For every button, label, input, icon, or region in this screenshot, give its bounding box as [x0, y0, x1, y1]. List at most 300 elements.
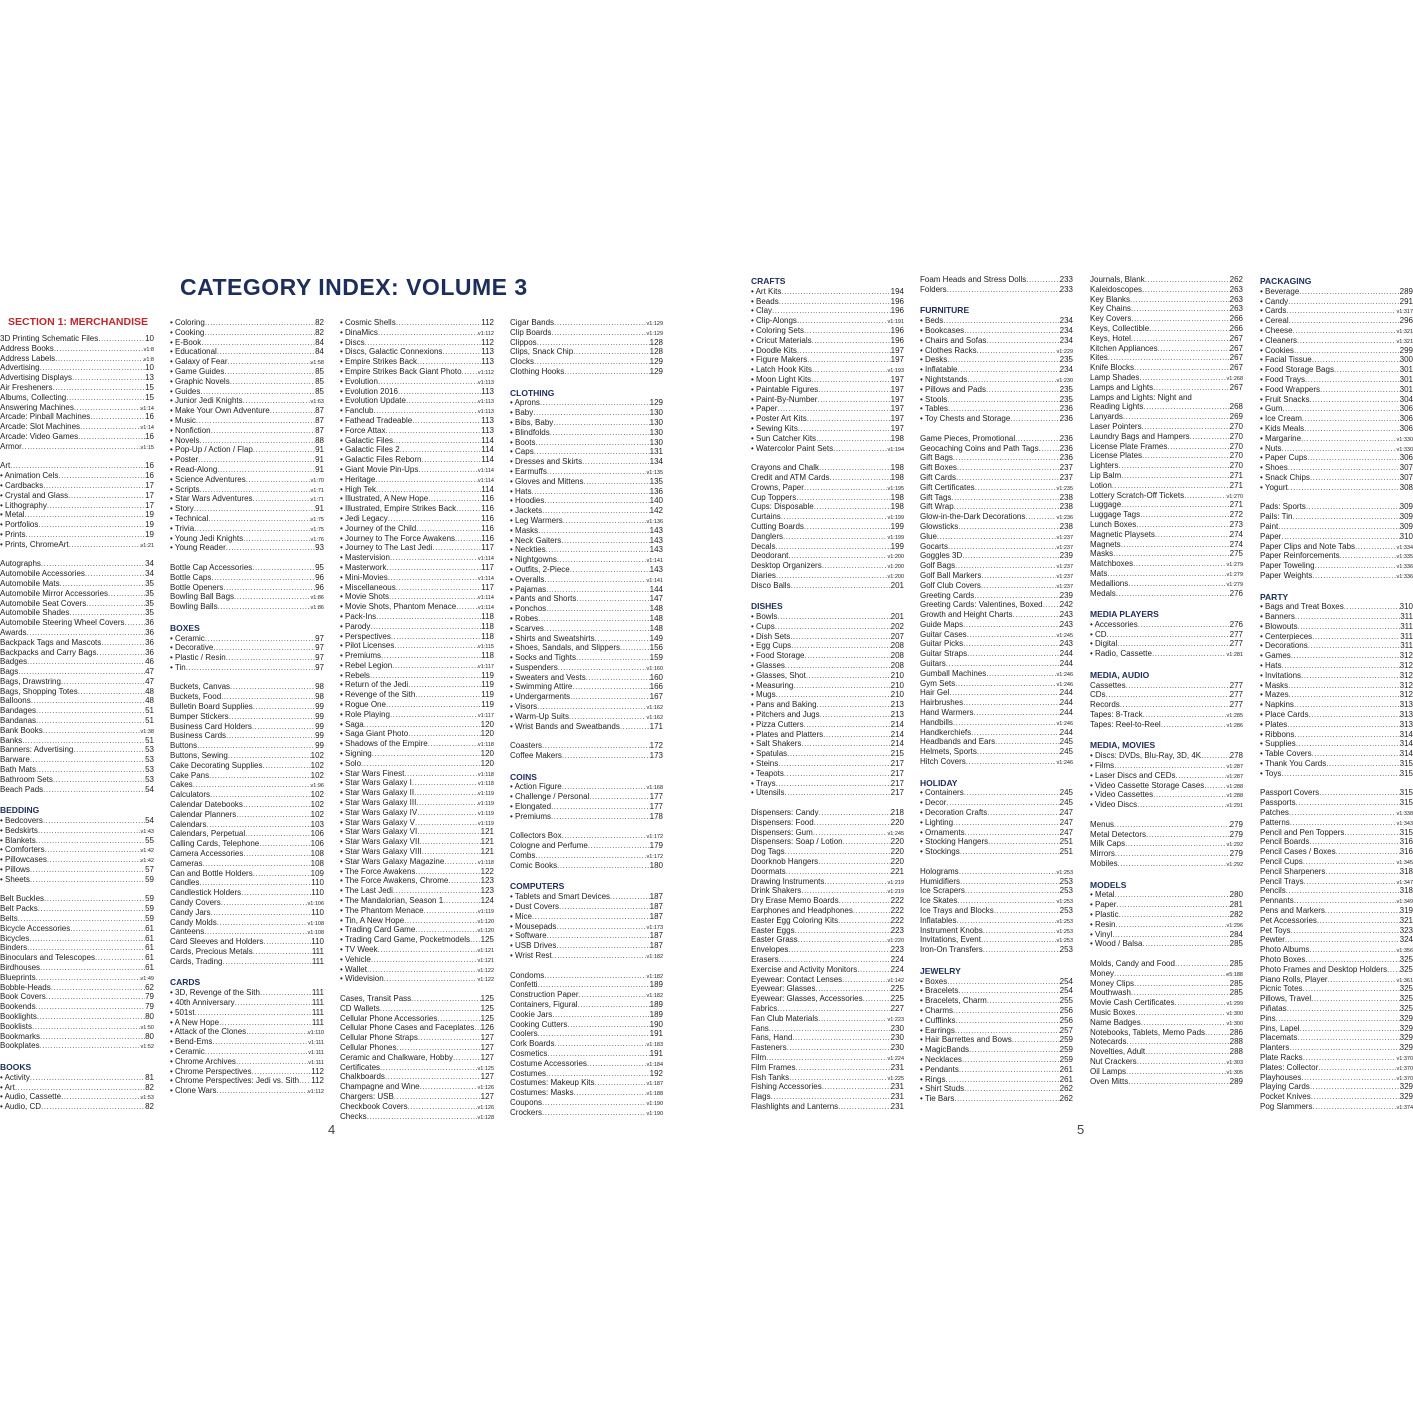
entry-page-number: v1:292 [1226, 862, 1243, 869]
entry-label: Pet Toys [1260, 925, 1291, 935]
entry-label: • Evolution Update [340, 396, 406, 406]
dot-leader [988, 837, 1059, 847]
entry-page-number: 199 [890, 521, 904, 531]
dot-leader [534, 357, 650, 367]
entry-label: • Junior Jedi Knights [170, 396, 243, 406]
entry-label: • Baby [510, 408, 534, 418]
entry-label: • Hats [1260, 661, 1282, 671]
index-entry [340, 1082, 494, 1092]
dot-leader [1325, 906, 1400, 916]
index-entry [510, 663, 663, 673]
entry-page-number: 17 [145, 480, 154, 490]
index-entry [170, 534, 324, 544]
dot-leader [43, 816, 145, 826]
entry-page-number: 274 [1229, 529, 1243, 539]
index-entry [340, 524, 494, 534]
index-entry [170, 957, 324, 967]
entry-label: • Steins [751, 759, 779, 769]
entry-page-number: v1:142 [887, 977, 904, 984]
dot-leader [562, 782, 647, 792]
entry-label: Pocket Knives [1260, 1092, 1311, 1102]
index-entry [0, 432, 154, 442]
entry-page-number: 269 [1229, 412, 1243, 422]
entry-page-number: 254 [1059, 976, 1073, 986]
entry-page-number: 314 [1399, 749, 1413, 759]
index-entry [1090, 589, 1243, 599]
dot-leader [956, 473, 1060, 483]
entry-label: • Force Attax [340, 425, 386, 435]
dot-leader [408, 729, 480, 739]
dot-leader [578, 1000, 650, 1010]
entry-label: Eyewear: Glasses, Accessories [751, 994, 863, 1004]
dot-leader [786, 867, 891, 877]
index-entry [1090, 520, 1243, 530]
dot-leader [388, 514, 482, 524]
entry-label: Notebooks, Tablets, Memo Pads [1090, 1027, 1206, 1037]
index-entry [1260, 935, 1413, 945]
entry-page-number: 198 [890, 433, 904, 443]
entry-page-number: 271 [1229, 500, 1243, 510]
index-entry [340, 749, 494, 759]
entry-label: Pencil Trays [1260, 876, 1304, 886]
index-entry [170, 406, 324, 416]
entry-page-number: v1:219 [887, 889, 904, 896]
entry-label: License Plates [1090, 451, 1143, 461]
entry-label: Guitar Cases [920, 629, 967, 639]
entry-page-number: v1:129 [646, 330, 663, 337]
index-entry [510, 575, 663, 585]
entry-page-number: 207 [890, 631, 904, 641]
dot-leader [30, 755, 145, 765]
entry-page-number: 47 [145, 667, 154, 677]
dot-leader [795, 1063, 890, 1073]
index-entry [1260, 926, 1413, 936]
entry-page-number: 244 [1059, 727, 1073, 737]
entry-label: • Journey of the Child [340, 523, 417, 533]
entry-label: Cups: Disposable [751, 502, 814, 512]
entry-label: Collectors Box [510, 831, 562, 841]
dot-leader [1190, 432, 1230, 442]
dot-leader [987, 808, 1059, 818]
index-column-6 [920, 275, 1073, 1104]
entry-page-number: 267 [1229, 353, 1243, 363]
entry-label: Candy Jars [170, 907, 211, 917]
dot-leader [1304, 424, 1399, 434]
entry-label: • Nonfiction [170, 425, 211, 435]
index-entry [340, 602, 494, 612]
index-entry [1090, 461, 1243, 471]
index-entry [340, 847, 494, 857]
dot-leader [1309, 945, 1396, 955]
entry-page-number: v1:110 [307, 1030, 324, 1037]
dot-leader [1167, 442, 1229, 452]
dot-leader [1143, 710, 1227, 720]
entry-label: Bandanas [0, 716, 37, 726]
entry-page-number: 323 [1399, 925, 1413, 935]
index-entry [170, 592, 324, 602]
dot-leader [1285, 935, 1400, 945]
entry-page-number: 270 [1229, 461, 1243, 471]
index-entry [920, 798, 1073, 808]
index-entry [751, 916, 904, 926]
entry-label: Pencil Cases / Boxes [1260, 847, 1336, 857]
entry-label: Money Clips [1090, 978, 1135, 988]
dot-leader [25, 530, 145, 540]
entry-label: • Desks [920, 355, 948, 365]
entry-page-number: 167 [649, 692, 663, 702]
entry-label: • Illustrated, A New Hope [340, 494, 429, 504]
entry-label: • Stockings [920, 847, 960, 857]
entry-label: Cologne and Perfume [510, 841, 588, 851]
dot-leader [30, 875, 145, 885]
entry-label: Pads: Sports [1260, 502, 1306, 512]
index-entry [170, 790, 324, 800]
entry-label: Lamps and Lights: Night and [1090, 392, 1192, 402]
entry-page-number: 284 [1229, 929, 1243, 939]
dot-leader [554, 1039, 646, 1049]
entry-page-number: 234 [1059, 325, 1073, 335]
index-entry [1260, 857, 1413, 867]
entry-label: Cookie Jars [510, 1009, 553, 1019]
entry-label: • Candy [1260, 296, 1289, 306]
entry-label: • Food Trays [1260, 374, 1306, 384]
entry-label: Deodorant [751, 551, 789, 561]
index-entry [1260, 1043, 1413, 1053]
entry-label: • Socks and Tights [510, 653, 576, 663]
index-entry [0, 1092, 154, 1102]
dot-leader [957, 463, 1060, 473]
index-entry [340, 543, 494, 553]
entry-page-number: v1:229 [1056, 348, 1073, 355]
entry-page-number: 270 [1229, 451, 1243, 461]
index-entry [510, 971, 663, 981]
entry-label: • Role Playing [340, 709, 390, 719]
index-entry [510, 536, 663, 546]
entry-label: Cellular Phones [340, 1042, 397, 1052]
category-heading: FURNITURE [920, 305, 970, 316]
entry-label: • Star Wars Adventures [170, 494, 253, 504]
entry-page-number: 47 [145, 676, 154, 686]
entry-label: Pails: Tin [1260, 512, 1293, 522]
index-entry [751, 512, 904, 522]
dot-leader [1012, 1035, 1060, 1045]
entry-page-number: 82 [315, 318, 324, 327]
index-entry [0, 657, 154, 667]
index-entry [1090, 285, 1243, 295]
index-entry [170, 1057, 324, 1067]
dot-leader [378, 945, 478, 955]
entry-page-number: 123 [480, 886, 494, 896]
entry-label: Booklists [0, 1021, 33, 1031]
entry-label: Luggage [1090, 500, 1122, 510]
entry-label: Movie Cash Certificates [1090, 998, 1175, 1008]
entry-page-number: 134 [649, 457, 663, 467]
entry-page-number: v1:195 [887, 485, 904, 492]
index-entry [1260, 769, 1413, 779]
index-entry [0, 510, 154, 520]
index-entry [510, 408, 663, 418]
entry-label: • Banners [1260, 612, 1295, 622]
entry-label: • Aprons [510, 398, 540, 408]
entry-page-number: 262 [1059, 1084, 1073, 1094]
index-entry [920, 395, 1073, 405]
entry-page-number: 310 [1399, 602, 1413, 612]
entry-label: Pencil and Pen Toppers [1260, 827, 1345, 837]
spacer [920, 295, 1073, 305]
entry-page-number: 189 [649, 999, 663, 1009]
spacer [1090, 949, 1243, 959]
dot-leader [22, 442, 141, 452]
entry-label: Business Cards [170, 731, 227, 741]
entry-page-number: v1:237 [1056, 573, 1073, 580]
entry-page-number: 102 [310, 760, 324, 770]
entry-label: Candy Molds [170, 917, 217, 927]
entry-page-number: v1:245 [887, 830, 904, 837]
entry-label: • Blowouts [1260, 621, 1298, 631]
index-entry [1090, 849, 1243, 859]
entry-page-number: 110 [311, 878, 324, 888]
index-entry [1090, 681, 1243, 691]
entry-label: Bobble-Heads [0, 982, 51, 992]
index-entry [340, 338, 494, 348]
index-entry [1090, 690, 1243, 700]
entry-page-number: 61 [145, 953, 154, 963]
dot-leader [1312, 632, 1400, 642]
index-entry [1260, 434, 1413, 444]
index-entry [1090, 481, 1243, 491]
entry-label: Binders [0, 943, 28, 953]
dot-leader [818, 1014, 887, 1024]
entry-label: Laundry Bags and Hampers [1090, 431, 1190, 441]
entry-page-number: 112 [481, 318, 494, 327]
entry-page-number: 114 [481, 435, 494, 445]
entry-page-number: 277 [1229, 690, 1243, 700]
index-entry [1260, 287, 1413, 297]
entry-page-number: 51 [145, 706, 154, 716]
entry-label: Barware [0, 755, 30, 765]
dot-leader [772, 306, 891, 316]
dot-leader [804, 483, 888, 493]
entry-label: Goggles 3D [920, 551, 963, 561]
entry-page-number: 318 [1399, 866, 1413, 876]
index-entry [1260, 1033, 1413, 1043]
index-entry [340, 896, 494, 906]
entry-page-number: 16 [145, 412, 154, 422]
dot-leader [563, 516, 647, 526]
entry-label: Booklights [0, 1011, 37, 1021]
index-entry [920, 512, 1073, 522]
entry-label: • Sewing Kits [751, 423, 798, 433]
index-entry [1260, 395, 1413, 405]
dot-leader [211, 573, 315, 583]
entry-label: • Fathead Tradeable [340, 415, 413, 425]
dot-leader [196, 416, 315, 426]
index-entry [1090, 1067, 1243, 1077]
index-entry [920, 285, 1073, 295]
index-entry [751, 424, 904, 434]
entry-label: • Spatulas [751, 749, 788, 759]
entry-page-number: 278 [1229, 751, 1243, 761]
dot-leader [1141, 1018, 1227, 1028]
index-entry [1090, 998, 1243, 1008]
entry-page-number: 310 [1399, 531, 1413, 541]
index-entry [751, 1033, 904, 1043]
entry-page-number: 91 [315, 504, 324, 514]
dot-leader [1294, 730, 1399, 740]
entry-label: • Facial Tissue [1260, 355, 1312, 365]
spacer [510, 761, 663, 771]
entry-label: Lip Balm [1090, 470, 1122, 480]
dot-leader [1107, 569, 1226, 579]
index-entry [510, 487, 663, 497]
dot-leader [199, 878, 311, 888]
dot-leader [1143, 402, 1229, 412]
entry-page-number: v1:162 [646, 705, 663, 712]
dot-leader [1387, 965, 1399, 975]
entry-label: Guitar Picks [920, 639, 964, 649]
index-entry [170, 908, 324, 918]
index-entry [751, 935, 904, 945]
entry-label: • Audio, CD [0, 1102, 42, 1112]
entry-label: Credit and ATM Cards [751, 472, 830, 482]
entry-label: • Giant Movie Pin-Ups [340, 464, 419, 474]
dot-leader [967, 375, 1056, 385]
category-heading: CRAFTS [751, 276, 786, 286]
entry-page-number: v1:237 [1056, 564, 1073, 571]
dot-leader [22, 736, 145, 746]
index-entry [0, 491, 154, 501]
entry-label: Gumball Machines [920, 668, 987, 678]
dot-leader [199, 436, 315, 446]
dot-leader [823, 730, 890, 740]
entry-page-number: 325 [1399, 954, 1413, 964]
index-entry [340, 700, 494, 710]
entry-page-number: v1:126 [477, 1085, 494, 1092]
dot-leader [36, 765, 145, 775]
index-entry [1260, 522, 1413, 532]
index-entry [170, 634, 324, 644]
entry-page-number: 270 [1229, 441, 1243, 451]
index-entry [1260, 700, 1413, 710]
index-entry [920, 483, 1073, 493]
dot-leader [535, 851, 646, 861]
dot-leader [953, 818, 1060, 828]
entry-page-number: 35 [145, 608, 154, 618]
index-entry [751, 395, 904, 405]
dot-leader [44, 894, 145, 904]
index-entry [170, 849, 324, 859]
entry-label: Pins [1260, 1013, 1276, 1023]
index-entry [170, 563, 324, 573]
entry-label: Costumes: Makeup Kits [510, 1078, 595, 1088]
entry-page-number: v1:253 [1056, 918, 1073, 925]
entry-label: • Metal [0, 510, 25, 520]
dot-leader [31, 696, 145, 706]
index-entry [170, 583, 324, 593]
entry-label: • Undergarments [510, 692, 571, 702]
entry-page-number: v1:21 [140, 542, 154, 549]
entry-label: • Revenge of the Sith [340, 690, 416, 700]
entry-label: • Plastic / Resin [170, 653, 226, 663]
entry-page-number: v1:349 [1396, 899, 1413, 906]
index-entry [170, 998, 324, 1008]
entry-page-number: 96 [315, 572, 324, 582]
dot-leader [795, 926, 891, 936]
dot-leader [815, 984, 890, 994]
dot-leader [777, 612, 890, 622]
entry-page-number: 19 [145, 510, 154, 520]
entry-label: Doorknob Hangers [751, 857, 819, 867]
index-entry [170, 494, 324, 504]
entry-label: Fans, Hand [751, 1033, 793, 1043]
dot-leader [195, 1008, 312, 1018]
entry-page-number: 143 [649, 525, 663, 535]
entry-page-number: 17 [145, 490, 154, 500]
entry-label: • Cereal [1260, 316, 1289, 326]
entry-label: • Latch Hook Kits [751, 365, 813, 375]
entry-page-number: 282 [1229, 910, 1243, 919]
dot-leader [70, 924, 145, 934]
dot-leader [817, 395, 890, 405]
dot-leader [977, 346, 1057, 356]
index-entry [0, 589, 154, 599]
index-entry [1260, 473, 1413, 483]
entry-label: Molds, Candy and Food [1090, 958, 1175, 968]
entry-label: Menus [1090, 819, 1115, 829]
dot-leader [1297, 622, 1400, 632]
entry-label: • Cleaners [1260, 335, 1298, 345]
dot-leader [470, 935, 481, 945]
entry-label: Condoms [510, 970, 545, 980]
index-entry [920, 355, 1073, 365]
index-entry [0, 334, 154, 344]
spacer [920, 857, 1073, 867]
entry-label: Calling Cards, Telephone [170, 839, 260, 849]
entry-page-number: 268 [1229, 402, 1243, 412]
entry-label: Magnetic Playsets [1090, 529, 1155, 539]
index-entry [1260, 837, 1413, 847]
entry-label: Easter Eggs [751, 925, 795, 935]
dot-leader [559, 902, 650, 912]
dot-leader [953, 718, 1057, 728]
dot-leader [80, 422, 140, 432]
entry-label: • Read-Along [170, 464, 218, 474]
index-entry [920, 1035, 1073, 1045]
dot-leader [797, 346, 891, 356]
dot-leader [793, 681, 890, 691]
entry-page-number: 285 [1229, 958, 1243, 968]
entry-label: • Food Wrappers [1260, 384, 1321, 394]
entry-page-number: v1:200 [887, 573, 904, 580]
dot-leader [375, 475, 478, 485]
entry-label: • Robes [510, 613, 539, 623]
dot-leader [208, 514, 310, 524]
index-entry [170, 387, 324, 397]
dot-leader [226, 731, 315, 741]
entry-page-number: 271 [1229, 470, 1243, 480]
entry-label: Cellular Phone Accessories [340, 1013, 438, 1023]
entry-label: Pencils [1260, 886, 1286, 896]
dot-leader [417, 808, 478, 818]
entry-page-number: 286 [1229, 1027, 1243, 1037]
entry-label: • Discs, Galactic Connexions [340, 347, 443, 357]
index-entry [751, 571, 904, 581]
entry-label: Gym Sets [920, 678, 956, 688]
dot-leader [824, 877, 887, 887]
entry-label: Clocks [510, 357, 535, 367]
dot-leader [975, 483, 1057, 493]
index-entry [340, 632, 494, 642]
